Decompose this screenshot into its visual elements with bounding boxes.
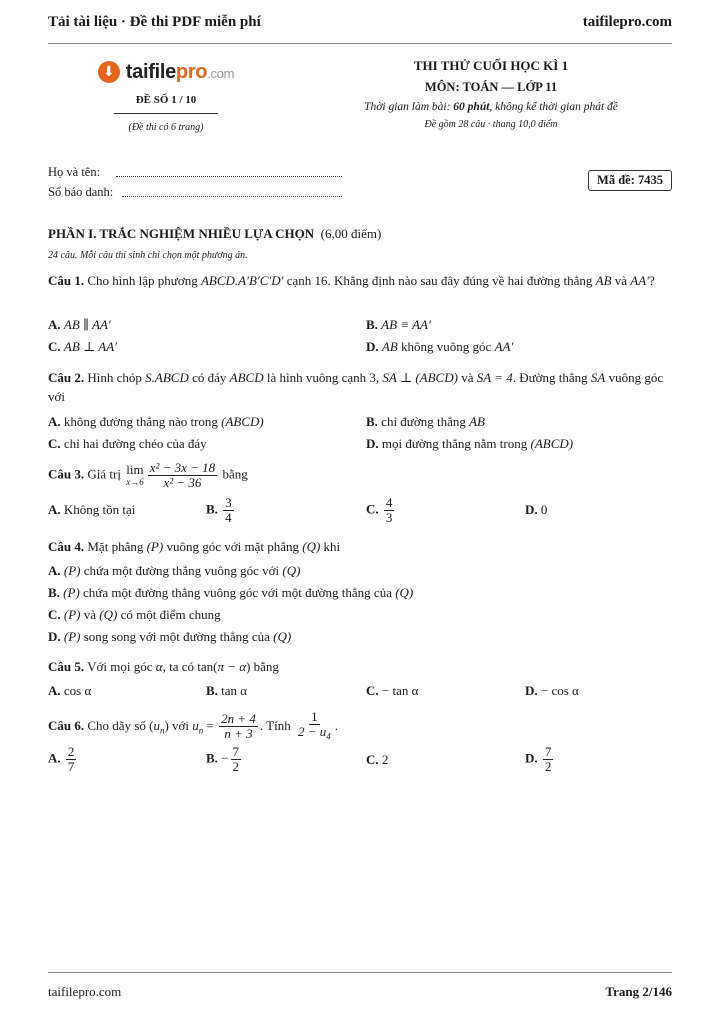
option-a[interactable]: A. (P) chứa một đường thẳng vuông góc với (Q)	[48, 563, 301, 578]
option-c[interactable]: C. $\frac{4}{3}$	[366, 495, 393, 525]
option-c[interactable]: C. − tan α	[366, 683, 419, 698]
exam-page	[48, 0, 672, 1018]
exam-title: THI THỬ CUỐI HỌC KÌ 1	[413, 58, 569, 73]
exam-number-underline	[114, 113, 218, 114]
option-d[interactable]: D. $\frac{7}{2}$	[525, 744, 552, 774]
option-b[interactable]: B. (P) chứa một đường thẳng vuông góc với một đường thẳng của (Q)	[48, 585, 414, 600]
page-number: Trang 2/146	[605, 984, 672, 999]
target-fraction: $\frac{1}{2 - u_4}$	[298, 709, 331, 742]
exam-time: Thời gian làm bài: 60 phút, không kể thời gian phát đề	[364, 101, 618, 113]
option-d[interactable]: D. (P) song song với một đường thẳng của (Q)	[48, 629, 292, 644]
limit-fraction: $\frac{\text{x² − 3x − 18}}{\text{x² − 36}}$	[149, 460, 216, 490]
header-right	[310, 58, 672, 130]
question-6: Câu 6. Cho dãy số $(u_n)$ với $u_n$ = $\frac{2n + 4}{n + 3}$ . Tính $\frac{1}{2 - u_4}$ .	[48, 709, 339, 742]
exam-code-badge: Mã đề: 7435	[588, 170, 672, 191]
option-b[interactable]: B. tan α	[206, 683, 248, 698]
pages-note: (Đề thi có 6 trang)	[128, 122, 204, 133]
exam-header	[48, 56, 672, 146]
question-4: Câu 4. Mặt phẳng (P) vuông góc với mặt phẳng (Q) khi	[48, 539, 341, 554]
footer-domain-link[interactable]: taifilepro.com	[48, 984, 122, 999]
section-note: 24 câu. Mỗi câu thí sinh chỉ chọn một phương án.	[48, 250, 248, 261]
exam-subject: MÔN: TOÁN — LỚP 11	[424, 80, 558, 94]
option-b[interactable]: B. $\frac{3}{4}$	[206, 495, 232, 525]
option-c[interactable]: C. (P) và (Q) có một điểm chung	[48, 607, 221, 622]
section-points: (6,00 điểm)	[320, 226, 382, 241]
option-c[interactable]: C. 2	[366, 752, 389, 767]
option-d[interactable]: D. mọi đường thẳng nằm trong (ABCD)	[366, 436, 574, 451]
page-footer	[48, 984, 672, 1000]
option-a[interactable]: A. Không tồn tại	[48, 502, 136, 517]
limit-operator: lim x→6	[126, 461, 144, 487]
option-d[interactable]: D. − cos α	[525, 683, 579, 698]
option-a[interactable]: A. $\frac{2}{7}$	[48, 744, 75, 774]
name-row	[48, 162, 672, 182]
option-b[interactable]: B. chỉ đường thẳng AB	[366, 414, 485, 429]
download-arrow-icon: ⬇	[98, 61, 120, 83]
option-c[interactable]: C. AB ⊥ AA′	[48, 339, 117, 354]
option-d[interactable]: D. AB không vuông góc AA′	[366, 339, 514, 354]
student-info	[48, 162, 672, 202]
header-left	[66, 56, 266, 133]
footer-divider	[48, 972, 672, 973]
question-1: Câu 1. Cho hình lập phương ABCD.A′B′C′D′ cạnh 16. Khẳng định nào sau đây đúng về hai đường thẳng AB và AA′?	[48, 273, 655, 288]
site-domain-link[interactable]: taifilepro.com	[582, 13, 672, 30]
site-logo[interactable]	[66, 56, 266, 88]
site-tagline: Tải tài liệu · Đề thi PDF miễn phí	[48, 13, 261, 30]
name-blank	[116, 167, 342, 177]
exam-number: ĐỀ SỐ 1 / 10	[135, 94, 197, 106]
section-title: PHẦN I. TRẮC NGHIỆM NHIỀU LỰA CHỌN	[48, 226, 315, 241]
top-divider	[48, 43, 672, 44]
section-header	[48, 226, 672, 261]
option-b[interactable]: B. AB ≡ AA′	[366, 317, 431, 332]
option-a[interactable]: A. cos α	[48, 683, 92, 698]
option-a[interactable]: A. AB ∥ AA′	[48, 317, 111, 332]
top-bar	[48, 10, 672, 34]
id-blank	[122, 187, 342, 197]
question-2: Câu 2. Hình chóp S.ABCD có đáy ABCD là hình vuông cạnh 3, SA ⊥ (ABCD) và SA = 4. Đường thẳng SA vuông góc với	[48, 370, 664, 404]
option-a[interactable]: A. không đường thẳng nào trong (ABCD)	[48, 414, 264, 429]
question-count: Đề gồm 28 câu · thang 10,0 điểm	[424, 119, 558, 130]
sequence-fraction: $\frac{2n + 4}{n + 3}$	[221, 711, 256, 742]
id-row	[48, 182, 672, 202]
id-label: Số báo danh:	[48, 184, 114, 199]
option-d[interactable]: D. 0	[525, 502, 548, 517]
question-3: Câu 3. Giá trị lim x→6 $\frac{\text{x² − 3x − 18}}{\text{x² − 36}}$ bằng	[48, 460, 248, 490]
option-b[interactable]: B. − $\frac{7}{2}$	[206, 744, 240, 774]
name-label: Họ và tên:	[48, 164, 101, 179]
logo-wordmark: taifilepro.com	[125, 60, 235, 83]
option-c[interactable]: C. chỉ hai đường chéo của đáy	[48, 436, 207, 451]
question-5: Câu 5. Với mọi góc α, ta có tan(π − α) bằng	[48, 659, 279, 674]
